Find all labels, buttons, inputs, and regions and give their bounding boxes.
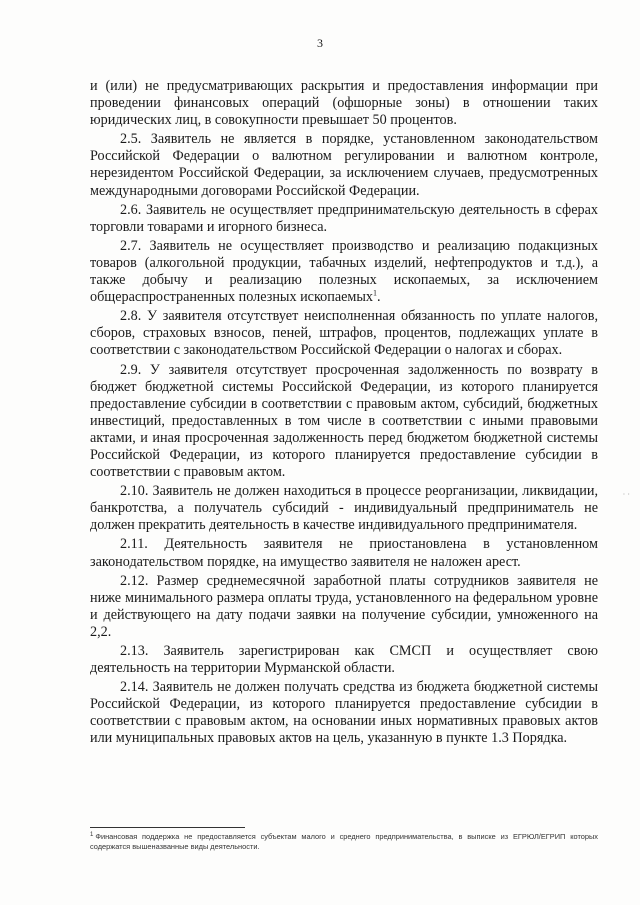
paragraph-2-14: 2.14. Заявитель не должен получать средства из бюджета бюджетной системы Российской Федерации, из которого планируется предоставление субсидии в соответствии с правовым актом, на основании иных нормативных правовых актов или муниципальных правовых актов на цель, указанную в пункте 1.3 Порядка. [90,679,598,747]
footnote-text: Финансовая поддержка не предоставляется субъектам малого и среднего предпринимательства, в выписке из ЕГРЮЛ/ЕГРИП которых содержатся вышеназванные виды деятельности. [90,832,598,851]
footnote-mark: 1 [90,831,94,838]
paragraph-2-10: 2.10. Заявитель не должен находиться в процессе реорганизации, ликвидации, банкротства, а получатель субсидий - индивидуальный предприниматель не должен прекратить деятельность в качестве индивидуального предпринимателя. [90,483,598,534]
scan-speck: · · [622,490,630,499]
paragraph-2-11: 2.11. Деятельность заявителя не приостановлена в установленном законодательством порядке, на имущество заявителя не наложен арест. [90,536,598,570]
paragraph-2-12: 2.12. Размер среднемесячной заработной платы сотрудников заявителя не ниже минимального размера оплаты труда, установленного на федеральном уровне и действующего на дату подачи заявки на получение субсидии, умноженного на 2,2. [90,572,598,640]
document-body [90,78,598,750]
paragraph-2-5: 2.5. Заявитель не является в порядке, установленном законодательством Российской Федерации о валютном регулировании и валютном контроле, нерезидентом Российской Федерации, за исключением случаев, предусмотренных международными договорами Российской Федерации. [90,131,598,199]
page-number: 3 [317,36,323,50]
paragraph-2-7: 2.7. Заявитель не осуществляет производство и реализацию подакцизных товаров (алкогольной продукции, табачных изделий, нефтепродуктов и т.д.), а также добычу и реализацию полезных ископаемых, за исключением общераспространенных полезных ископаемых$^1$. [90,237,598,306]
paragraph-2-6: 2.6. Заявитель не осуществляет предпринимательскую деятельность в сферах торговли товарами и игорного бизнеса. [90,201,598,235]
paragraph-2-7-text: 2.7. Заявитель не осуществляет производство и реализацию подакцизных товаров (алкогольной продукции, табачных изделий, нефтепродуктов и т.д.), а также добычу и реализацию полезных ископаемых, за исключением общераспространенных полезных ископаемых [90,237,598,306]
paragraph-2-13: 2.13. Заявитель зарегистрирован как СМСП и осуществляет свою деятельность на территории Мурманской области. [90,643,598,677]
paragraph-2-9: 2.9. У заявителя отсутствует просроченная задолженность по возврату в бюджет бюджетной системы Российской Федерации, из которого планируется предоставление субсидии в соответствии с правовым актом, субсидий, бюджетных инвестиций, предоставленных в том числе в соответствии с иными правовыми актами, и иная просроченная задолженность перед бюджетом бюджетной системы Российской Федерации, из которого планируется предоставление субсидии в соответствии с правовым актом. [90,361,598,481]
footnote [90,832,598,852]
paragraph-2-8: 2.8. У заявителя отсутствует неисполненная обязанность по уплате налогов, сборов, страховых взносов, пеней, штрафов, процентов, подлежащих уплате в соответствии с законодательством Российской Федерации о налогах и сборах. [90,308,598,359]
paragraph-intro: и (или) не предусматривающих раскрытия и предоставления информации при проведении финансовых операций (офшорные зоны) в отношении таких юридических лиц, в совокупности превышает 50 процентов. [90,78,598,129]
footnote-reference: 1 [373,288,378,298]
footnote-divider [90,827,245,828]
